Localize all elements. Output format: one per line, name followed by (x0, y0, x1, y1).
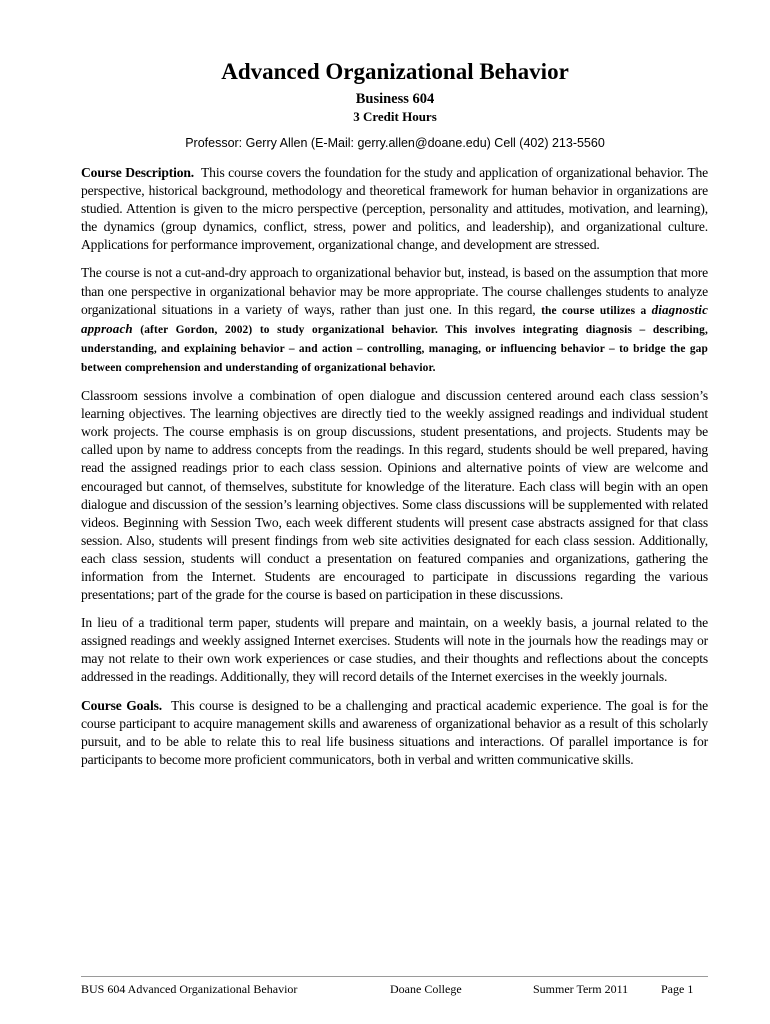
course-approach-paragraph (81, 264, 708, 377)
journal-paragraph: In lieu of a traditional term paper, students will prepare and maintain, on a weekly basis, a journal related to the assigned readings and weekly assigned Internet exercises. Students will note in the journals how the readings may or may not relate to their own work experiences or case studies, and their thoughts and reflections about the concepts addressed in the readings. Additionally, they will record details of the Internet exercises in the weekly journals. (81, 615, 708, 685)
diagnostic-approach-term: diagnostic approach (81, 301, 708, 336)
professor-contact-line: Professor: Gerry Allen (E-Mail: gerry.allen@doane.edu) Cell (402) 213-5560 (185, 136, 605, 150)
course-approach-text: The course is not a cut-and-dry approach to organizational behavior but, instead, is based on the assumption that more than one perspective in organizational behavior may be more appropriate. The course challenges students to analyze organizational situations in a variety of ways, rather than just one. In this regard, (81, 265, 708, 317)
course-code: Business 604 (355, 91, 435, 107)
footer-divider (81, 976, 708, 977)
course-goals-text: This course is designed to be a challenging and practical academic experience. The goal is for the course participant to acquire management skills and awareness of organizational behavior as a result of this scholarly pursuit, and to be able to relate this to real life business situations and interactions. Of parallel importance is for participants to become more proficient communicators, both in verbal and written communicative skills. (81, 697, 708, 767)
credit-hours: 3 Credit Hours (353, 109, 437, 124)
footer-college: Doane College (390, 982, 462, 996)
course-goals-paragraph (81, 697, 708, 769)
emphasis-tail: (after Gordon, 2002) to study organizational behavior. This involves integrating diagnosis – describing, understanding, and explaining behavior – and action – controlling, managing, or influencing behavior – to bridge the gap between comprehension and understanding of organizational behavior. (81, 323, 708, 374)
course-description-heading: Course Description. (81, 165, 195, 180)
classroom-sessions-paragraph: Classroom sessions involve a combination of open dialogue and discussion centered around each class session’s learning objectives. The learning objectives are directly tied to the weekly assigned readings and individual student work projects. The course emphasis is on group discussions, student presentations, and projects. Students may be called upon by name to address concepts from the readings. In this regard, students should be well prepared, having read the assigned readings prior to each class session. Opinions and alternative points of view are welcome and encouraged but cannot, of themselves, substitute for knowledge of the literature. Each class will begin with an open dialogue and discussion of the session’s learning objectives. Some class discussions will be supplemented with related videos. Beginning with Session Two, each week different students will present case abstracts assigned for that class session. Also, students will present findings from web site activities designated for each class session. Additionally, each class session, students will conduct a presentation on featured companies and organizations, gathering the information from the Internet. Students are encouraged to participate in discussions regarding the various presentations; part of the grade for the course is based on participation in these discussions. (81, 388, 708, 603)
footer-page-number: Page 1 (661, 982, 694, 996)
emphasis-lead: the course utilizes a (541, 304, 647, 317)
course-description-text: This course covers the foundation for the study and application of organizational behavior. The perspective, historical background, methodology and theoretical framework for human behavior in organizations are studied. Attention is given to the micro perspective (perception, personality and attitudes, motivation, and learning), the dynamics (group dynamics, conflict, stress, power and politics, and leadership), and organizational culture. Applications for performance improvement, organizational change, and development are stressed. (81, 165, 709, 253)
course-goals-heading: Course Goals. (81, 697, 162, 713)
course-description-paragraph (81, 164, 708, 254)
page-footer (81, 981, 708, 999)
syllabus-body (81, 164, 708, 779)
footer-term: Summer Term 2011 (533, 982, 629, 996)
page-title: Advanced Organizational Behavior (221, 59, 569, 84)
footer-course: BUS 604 Advanced Organizational Behavior (81, 982, 298, 996)
